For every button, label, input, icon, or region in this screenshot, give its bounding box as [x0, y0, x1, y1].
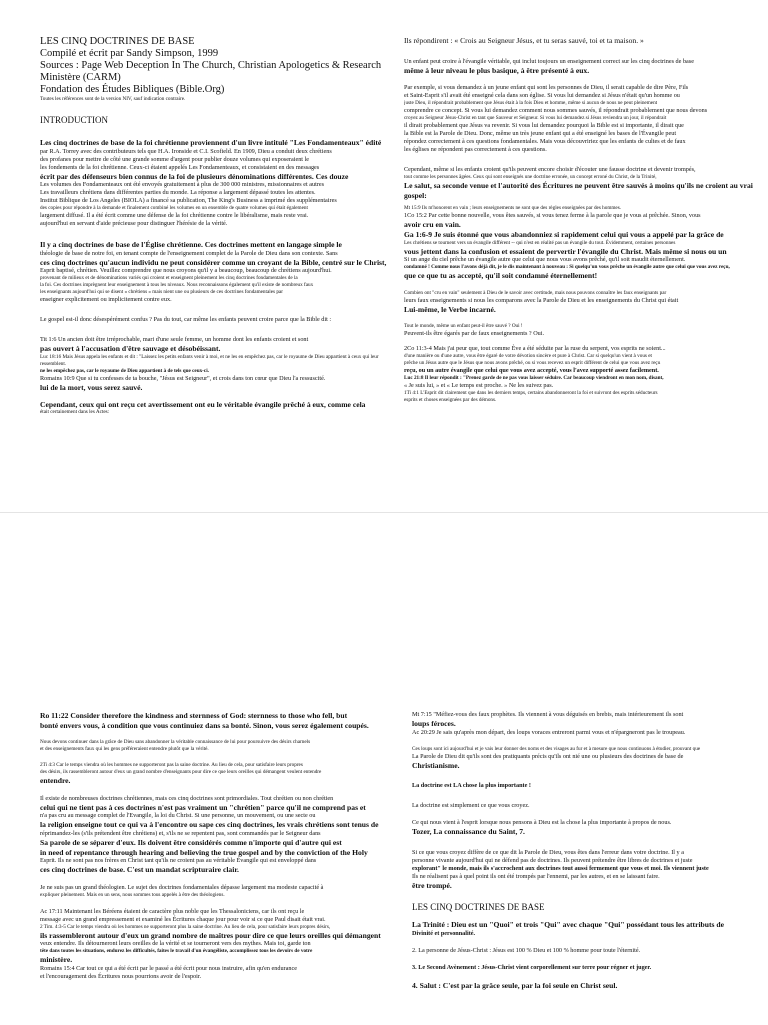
- child-bold: même à leur niveau le plus basique, à être présenté à eux.: [404, 65, 590, 75]
- exist-bold-4: in need of repentance through hearing and believing the true gospel and by the conviction of the Holy: [40, 847, 368, 857]
- five-line-5: les enseignants aujourd'hui qui se disent « chrétiens » mais nient une ou plusieurs de ces doctrines fondamentales par: [40, 289, 283, 296]
- world-line-2: Peuvent-ils être égarés par de faux enseignements ? Oui.: [404, 330, 545, 338]
- example-line-3: juste Dieu, il répondrait probablement que Jésus était à la fois Dieu et homme, même si aucun de nous ne peut pleinement: [404, 100, 658, 107]
- exist-bold-3: Sa parole de se séparer d'eux. Ils doivent être considérés comme n'importe qui d'autre qui est: [40, 837, 342, 847]
- intro-line-2: des profanes pour mettre de côté une grande somme d'argent pour publier douze volumes qui exposeraient le: [40, 155, 310, 163]
- example-line-8: répondez correctement à ces questions fondamentales. Mais vous découvririez que les enfants de cultes et de faux: [404, 138, 686, 146]
- 2tim-bold-2: ministère.: [40, 955, 73, 965]
- page1-left-column: [40, 36, 390, 506]
- si-line-1: Si ce que vous croyez diffère de ce que dit la Parole de Dieu, vous êtes dans l'erreur dans votre doctrine. Il y a: [412, 848, 684, 856]
- exist-bold-5: ces cinq doctrines de base. C'est un mandat scripturaire clair.: [40, 865, 239, 875]
- fondation-line: Fondation des Études Bibliques (Bible.Org): [40, 84, 225, 95]
- luc-verse-bold: ne les empêchez pas, car le royaume de Dieu appartient à de tels que ceux-ci.: [40, 367, 209, 374]
- luc-verse: Luc 18:16 Mais Jésus appela les enfants et dit : "Laissez les petits enfants venir à moi, et ne les en empêchez pas, car le royaume de Dieu appartient à ceux qui leur ressemblent.: [40, 353, 379, 367]
- doctrine-3-advent: 3. Le Second Avènement : Jésus-Christ vient corporellement sur terre pour régner et juger.: [412, 963, 652, 971]
- exist-line-2: n'a pas cru au message complet de l'Evangile, la loi du Christ. Si une personne, un mouvement, ou une secte ou: [40, 812, 316, 820]
- combien-line-2: leurs faux enseignements si nous les comparons avec la Parole de Dieu et les enseignements du Christ qui était: [404, 296, 679, 304]
- intro-line-6: Institut Biblique de Los Angeles (BIOLA) a financé sa publication, The King's Business a imprimé des supplémentaires: [40, 197, 337, 205]
- cependant-bold: Cependant, ceux qui ont reçu cet avertissement ont eu le véritable évangile prêché à eux, comme cela: [40, 399, 366, 409]
- mt-7-15-bold: loups féroces.: [412, 719, 456, 728]
- child-line-1: Un enfant peut croire à l'évangile véritable, qui inclut toujours un enseignement correct sur les cinq doctrines de base: [404, 57, 694, 65]
- cependant-bold-2: gospel:: [404, 190, 427, 200]
- ga-1-6-bold: Ga 1:6-9 Je suis étonné que vous abandonniez si rapidement celui qui vous a appelé par la grâce de: [404, 229, 724, 239]
- ce-line-1: Ce qui nous vient à l'esprit lorsque nous pensons à Dieu est la chose la plus importante à propos de nous.: [412, 819, 672, 827]
- si-line-3: explorant" le monde, mais ils s'accrochent aux doctrines tout aussi fermement que vous et moi. Ils viennent juste: [412, 864, 709, 872]
- example-line-4: comprendre ce concept. Si vous lui demandez comment nous sommes sauvés, il répondrait probablement que nous devons: [404, 107, 708, 115]
- document-page-1: [0, 0, 768, 512]
- page1-right-column: [404, 36, 764, 506]
- ga-bold-3: que ce que tu as accepté, qu'il soit condamné éternellement!: [404, 271, 598, 281]
- cependant-small: était certainement dans les Actes:: [40, 409, 110, 416]
- five-line-1: théologie de base de notre foi, en tenant compte de l'enseignement complet de la Parole de Dieu dans son contexte. Sans: [40, 249, 338, 257]
- example-line-6: il dirait probablement que Jésus va revenir. Si vous lui demandez pourquoi la Bible est si importante, il dirait que: [404, 122, 684, 130]
- intro-line-8: largement diffusé. Il a été écrit comme une défense de la foi chrétienne contre le libéralisme, mais reste vrai.: [40, 212, 309, 220]
- ac-17-11-line-2: message avec un grand empressement et examiné les Écritures chaque jour pour voir si ce que Paul disait était vrai.: [40, 915, 326, 923]
- 2co-11-line-1: 2Co 11:3-4 Mais j'ai peur que, tout comme Ève a été séduite par la ruse du serpent, vos esprits ne soient...: [404, 345, 666, 353]
- tit-verse-bold: pas ouvert à l'accusation d'être sauvage et désobéissant.: [40, 344, 221, 354]
- doctrine-1-line-2: Divinité et personnalité.: [412, 929, 476, 937]
- lc-21-line: « Je suis lui, » et « Le temps est proche. » Ne les suivez pas.: [404, 382, 554, 390]
- example-line-5: croyez au Seigneur Jésus-Christ en tant que Sauveur et Seigneur. Si vous lui demandez si Jésus reviendra un jour, il répondrait: [404, 115, 667, 122]
- nous-line-1: Nous devons continuer dans la grâce de Dieu sans abandonner la véritable connaissance de lui pour poursuivre des désirs charnels: [40, 739, 311, 746]
- document-page-2: [0, 512, 768, 1025]
- si-line-4: Ils ne réalisent pas à quel point ils ont été trompés par l'ennemi, par les autres, et en se laissant faire.: [412, 872, 660, 880]
- world-small: Tout le monde, même un enfant peut-il être sauvé ? Oui !: [404, 323, 523, 330]
- five-bold: ces cinq doctrines qu'aucun individu ne peut considérer comme un croyant de la Bible, centré sur le Christ,: [40, 257, 387, 267]
- sources-line: Sources : Page Web Deception In The Church, Christian Apologetics & Research Ministère (CARM): [40, 60, 382, 83]
- 1co-15-2: 1Co 15:2 Par cette bonne nouvelle, vous êtes sauvés, si vous tenez ferme à la parole que je vous ai prêchée. Sinon, vous: [404, 212, 701, 220]
- intro-heading: INTRODUCTION: [40, 115, 108, 125]
- 2tim-bold: ils rassembleront autour d'eux un grand nombre de maîtres pour dire ce que leurs oreilles qui démangent: [40, 930, 381, 940]
- tit-verse: Tit 1:6 Un ancien doit être irréprochable, mari d'une seule femme, un homme dont les enfants croient et sont: [40, 336, 309, 344]
- 2ti-4-3-bold: entendre.: [40, 776, 71, 786]
- ac-20-29: Ac 20:29 Je sais qu'après mon départ, des loups voraces entreront parmi vous et n'épargneront pas le troupeau.: [412, 728, 686, 736]
- si-bold: être trompé.: [412, 880, 452, 890]
- five-line-4: la foi. Ces doctrines imprègnent leur enseignement à tous les niveaux. Nous reconnaissons également qu'il existe de nombreux faux: [40, 282, 314, 289]
- intro-line-9: aujourd'hui en servant d'aide précieuse pour distinguer l'hérésie de la vérité.: [40, 220, 228, 228]
- 2co-11-line-2: d'une manière ou d'une autre, vous être égaré de votre dévotion sincère et pure à Christ. Car si quelqu'un vient à vous et: [404, 353, 652, 360]
- example-line-1: Par exemple, si vous demandez à un jeune enfant qui sont les personnes de Dieu, il serait capable de dire Père, Fils: [404, 84, 689, 92]
- byline: Compilé et écrit par Sandy Simpson, 1999: [40, 48, 219, 59]
- gospel-question: Le gospel est-il donc désespérément confus ? Pas du tout, car même les enfants peuvent croire parce que la Bible dit :: [40, 316, 332, 324]
- 1ti-4-line-1: 1Ti 4:1 L'Esprit dit clairement que dans les derniers temps, certains abandonneront la foi et suivront des esprits séducteurs: [404, 390, 658, 397]
- ga-small: Les chrétiens se tournent vers un évangile différent -- qui n'est en réalité pas un évangile du tout. Évidemment, certaines personnes: [404, 239, 676, 246]
- intro-line-5: Les travailleurs chrétiens dans différentes parties du monde. La réponse a largement dépassé toutes les attentes.: [40, 189, 316, 197]
- five-doctrines-lead: Il y a cinq doctrines de base de l'Église chrétienne. Ces doctrines mettent en langage simple le: [40, 240, 342, 250]
- rm-15-4-line-2: et l'encouragement des Écritures nous pourrions avoir de l'espoir.: [40, 972, 202, 980]
- five-line-6: enseigner explicitement ou implicitement contre eux.: [40, 296, 172, 304]
- si-line-2: personne vivante aujourd'hui qui ne défend pas de doctrines. Ils peuvent prétendre être libres de doctrines et juste: [412, 856, 693, 864]
- cependant-line-1: Cependant, même si les enfants croient qu'ils peuvent encore choisir d'écouter une fausse doctrine et devenir trompés,: [404, 166, 696, 174]
- doctrine-4-salut: 4. Salut : C'est par la grâce seule, par la foi seule en Christ seul.: [412, 980, 618, 990]
- wolves-line-1: La Parole de Dieu dit qu'ils sont des pratiquants précis qu'ils ont nié une ou plusieurs des doctrines de base de: [412, 752, 684, 760]
- five-doctrines-heading: LES CINQ DOCTRINES DE BASE: [412, 902, 545, 913]
- page2-right-column: [412, 711, 764, 1023]
- 2co-11-line-3: prêche un Jésus autre que le Jésus que nous avons prêché, ou si vous recevez un esprit différent de celui que vous avez reçu: [404, 360, 661, 367]
- five-line-2: Esprit baptisé, chrétien. Veuillez comprendre que nous croyons qu'il y a beaucoup, beaucoup de chrétiens aujourd'hui.: [40, 267, 332, 275]
- page2-left-column: [40, 711, 392, 1023]
- intro-line-7: des copies pour répondre à la demande et finalement combiné les volumes en un ensemble de quatre volumes qui était également: [40, 205, 308, 212]
- five-line-3: provenant de milieux et de dénominations variés qui croient et enseignent pleinement les cinq doctrines fondamentales de la: [40, 275, 298, 282]
- combien-line-1: Combien ont "cru en vain" seulement à Dieu de le savoir avec certitude, mais nous pouvons connaître les faux enseignants par: [404, 289, 667, 296]
- doctrine-most-important: La doctrine est LA chose la plus importante !: [412, 782, 531, 790]
- 1co-15-2-bold: avoir cru en vain.: [404, 220, 461, 230]
- nous-line-2: et des enseignements faux qui les gens préféreraient entendre plutôt que la vérité.: [40, 746, 209, 753]
- example-line-2: et Saint-Esprit s'il avait été enseigné cela dans son église. Si vous lui demandez si Jésus n'était qu'un homme ou: [404, 92, 680, 100]
- mt-15-9: Mt 15:9 Ils m'honorent en vain ; leurs enseignements ne sont que des règles enseignées par des hommes.: [404, 205, 622, 212]
- niv-note: Toutes les références sont de la version NIV, sauf indication contraire.: [40, 96, 186, 102]
- exist-bold-2: la religion enseigne tout ce qui va à l'encontre ou sape ces cinq doctrines, les vrais chrétiens sont tenus de: [40, 820, 379, 830]
- doctrine-1-trinity: La Trinité : Dieu est un "Quoi" et trois "Qui" avec chaque "Qui" possédant tous les attributs de: [412, 920, 724, 930]
- theologian-small: expliquer pleinement. Mais en un sens, nous sommes tous appelés à être des théologiens.: [40, 891, 225, 898]
- combien-bold: Lui-même, le Verbe incarné.: [404, 304, 496, 314]
- doctrine-2-person: 2. La personne de Jésus-Christ : Jésus est 100 % Dieu et 100 % homme pour toute l'éternité.: [412, 946, 641, 954]
- intro-line-1: par R.A. Torrey avec des contributeurs tels que H.A. Ironside et C.I. Scofield. En 1909, Dieu a conduit deux chrétiens: [40, 147, 332, 155]
- exist-line-3: réprimandez-les (s'ils prétendent être chrétiens) et, s'ils ne se repentent pas, sont commandés par le Seigneur dans: [40, 829, 321, 837]
- 2ti-4-3-line-1: 2Ti 4:3 Car le temps viendra où les hommes ne supporteront pas la saine doctrine. Au lieu de cela, pour satisfaire leurs propres: [40, 762, 303, 769]
- 2tim-small-2: tête dans toutes les situations, endurez les difficultés, faites le travail d'un évangéliste, accomplissez tous les devoirs de votre: [40, 948, 313, 955]
- tozer-bold: Tozer, La connaissance du Saint, 7.: [412, 827, 525, 837]
- exist-line-4: Esprit. Ils ne sont pas nos frères en Christ tant qu'ils ne croient pas au véritable Évangile qui est enveloppé dans: [40, 857, 317, 865]
- theologian-line-1: Je ne suis pas un grand théologien. Le sujet des doctrines fondamentales dépasse largement ma modeste capacité à: [40, 883, 324, 891]
- example-line-7: la Bible est la Parole de Dieu. Donc, même un très jeune enfant qui a été enseigné les bases de l'Évangile peut: [404, 130, 677, 138]
- intro-line-3: les fondements de la foi chrétienne. Ceux-ci étaient appelés Les Fondamenteaux, et consistaient en des messages: [40, 163, 320, 171]
- ro-11-22: Ro 11:22 Consider therefore the kindness and sternness of God: sternness to those who fell, but: [40, 711, 348, 720]
- cependant-bold-1: Le salut, sa seconde venue et l'autorité des Écritures ne peuvent être sauvés à moins qu'ils ne croient au vrai: [404, 181, 753, 191]
- ro-11-22-bold: bonté envers vous, à condition que vous continuiez dans sa bonté. Sinon, vous serez également coupés.: [40, 720, 369, 730]
- lc-21-bold: Luc 21:8 Il leur répondit : "Prenez garde de ne pas vous laisser séduire. Car beaucoup viendront en mon nom, disant,: [404, 375, 664, 382]
- intro-bold: écrit par des défenseurs bien connus de la foi de plusieurs dénominations différentes. Ces douze: [40, 171, 349, 181]
- exist-line-1: Il existe de nombreuses doctrines chrétiennes, mais ces cinq doctrines sont primordiales. Tout chrétien ou non chrétien: [40, 794, 334, 802]
- rom-verse: Romains 10:9 Que si tu confesses de ta bouche, "Jésus est Seigneur", et crois dans ton cœur que Dieu l'a ressuscité.: [40, 374, 326, 382]
- 2tim-line-3: veux entendre. Ils détourneront leurs oreilles de la vérité et se tourneront vers des mythes. Mais toi, garde ton: [40, 940, 311, 948]
- response-verse: Ils répondirent : « Crois au Seigneur Jésus, et tu seras sauvé, toi et ta maison. »: [404, 36, 644, 45]
- ga-small-2: condamné ! Comme nous l'avons déjà dit, je le dis maintenant à nouveau : Si quelqu'un vous prêche un évangile autre que celui que vous avez reçu,: [404, 264, 730, 271]
- example-line-9: les églises ne répondent pas correctement à ces questions.: [404, 146, 547, 154]
- exist-bold-1: celui qui ne tient pas à ces doctrines n'est pas vraiment un "chrétien" parce qu'il ne comprend pas et: [40, 802, 366, 812]
- intro-lead: Les cinq doctrines de base de la foi chrétienne proviennent d'un livre intitulé "Les Fondamenteaux" édité: [40, 138, 382, 147]
- 2ti-4-3-line-2: des désirs, ils rassembleront autour d'eux un grand nombre d'enseignants pour dire ce que leurs oreilles qui démangent veulent entendre: [40, 769, 322, 776]
- doctrine-simple: La doctrine est simplement ce que vous croyez.: [412, 802, 530, 810]
- rm-15-4-line-1: Romains 15:4 Car tout ce qui a été écrit par le passé a été écrit pour nous instruire, afin qu'en endurance: [40, 964, 297, 972]
- wolves-bold: Christianisme.: [412, 760, 460, 770]
- 1ti-4-line-2: esprits et choses enseignées par des démons.: [404, 397, 497, 404]
- rom-verse-bold: lui de la mort, vous serez sauvé.: [40, 382, 143, 392]
- ga-bold-2: vous jettent dans la confusion et essaient de pervertir l'évangile du Christ. Mais même si nous ou un: [404, 246, 727, 256]
- document-title: LES CINQ DOCTRINES DE BASE: [40, 36, 195, 47]
- wolves-small: Ces loups sont ici aujourd'hui et je vais leur donner des noms et des visages au fur et à mesure que nous continuons à étudier, prouvant que: [412, 745, 701, 752]
- intro-line-4: Les volumes des Fondamenteaux ont été envoyés gratuitement à plus de 300 000 ministres, missionnaires et autres: [40, 181, 325, 189]
- ga-line-1: Si un ange du ciel prêche un évangile autre que celui que nous vous avons prêché, qu'il soit maudit éternellement.: [404, 256, 686, 264]
- mt-7-15: Mt 7:15 "Méfiez-vous des faux prophètes. Ils viennent à vous déguisés en brebis, mais intérieurement ils sont: [412, 711, 684, 718]
- 2tim-small: 2 Tim. 4:3-5 Car le temps viendra où les hommes ne supporteront plus la saine doctrine. Au lieu de cela, pour satisfaire leurs propres désirs,: [40, 923, 331, 930]
- cependant-line-2: tout comme les personnes âgées. Ceux qui sont enseignés une doctrine erronée, un concept erroné du Christ, de la Trinité,: [404, 174, 657, 181]
- ac-17-11-line-1: Ac 17:11 Maintenant les Béréens étaient de caractère plus noble que les Thessaloniciens, car ils ont reçu le: [40, 907, 305, 915]
- 2co-11-bold: reçu, ou un autre évangile que celui que vous avez accepté, vous l'avez supporté assez facilement.: [404, 367, 659, 375]
